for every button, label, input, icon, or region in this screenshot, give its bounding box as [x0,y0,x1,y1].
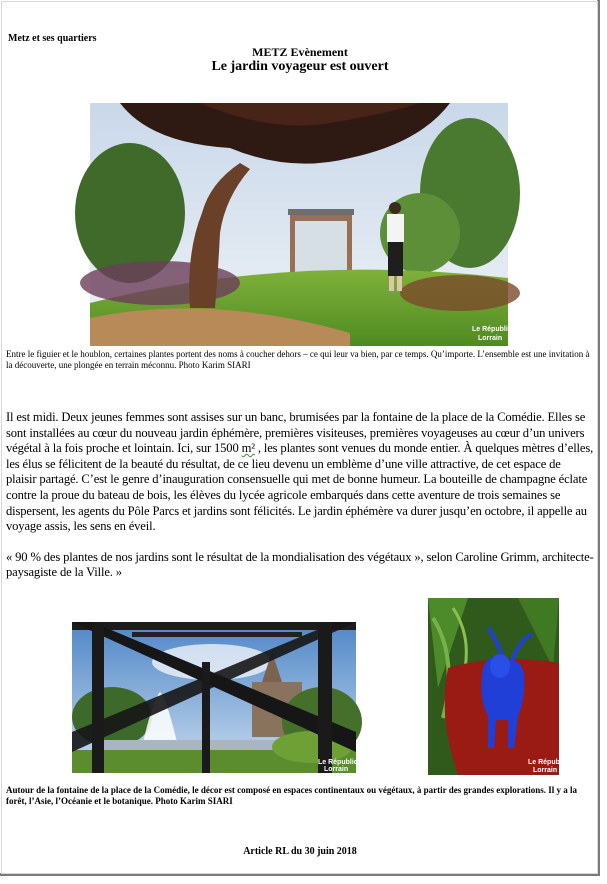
article-kicker: METZ Evènement [252,45,348,59]
article-body [6,410,594,581]
photo-watermark: Lorrain [478,335,503,342]
article-headline: Le jardin voyageur est ouvert [211,59,389,74]
main-garden-photo [90,103,522,346]
article-quote: « 90 % des plantes de nos jardins sont le résultat de la mondialisation des végétaux », selon Caroline Grimm, architecte-paysagiste de la Ville. » [6,549,594,580]
main-photo-caption: Entre le figuier et le houblon, certaines plantes portent des noms à coucher dehors – ce qui leur va bien, par ce temps. Qu’importe. L’ensemble est une invitation à la découverte, une plongée en terrain méconnu. Photo Karim SIARI [6,349,590,370]
area-unit: m² [241,441,255,456]
photo-watermark: Le Républicain [472,326,522,333]
article-paragraph: Il est midi. Deux jeunes femmes sont assises sur un banc, brumisées par la fontaine de la place de la Comédie. Elles se sont installées au cœur du nouveau jardin éphémère, premières visiteuses, premières voyageuses au cœur d’un univers végétal à la fois proche et lointain. Ici, sur 1500 m² , les plantes sont venues du monde entier. À quelques mètres d’elles, les élus se félicitent de la beauté du résultat, de ce lieu devenu un emblème d’une ville attractive, de cet espace de plaisir partagé. C’est le genre d’inauguration consensuelle qui met de bonne humeur. La bouteille de champagne éclate contre la proue du bateau de bois, les élèves du lycée agricole embarqués dans cette aventure de trois semaines se dispersent, les agents du Pôle Parcs et jardins sont félicités. Le jardin éphémère va durer jusqu’en octobre, il appelle au voyage assis, les sens en éveil. [6,410,594,534]
photo-watermark: Lorrain [533,767,558,774]
fountain-pergola-photo [72,622,368,773]
article-source: Article RL du 30 juin 2018 [243,846,357,857]
photo-watermark: Lorrain [324,766,349,773]
blue-goat-photo [428,598,578,775]
section-label: Metz et ses quartiers [8,33,97,44]
bottom-photos-caption: Autour de la fontaine de la place de la Comédie, le décor est composé en espaces continentaux ou végétaux, à partir des grandes explorations. Il y a la forêt, l’Asie, l’Océanie et le botanique. Photo Karim SIARI [6,785,577,806]
photo-watermark: Le Républicain [528,759,578,766]
photo-watermark: Le Républicain [318,759,368,766]
